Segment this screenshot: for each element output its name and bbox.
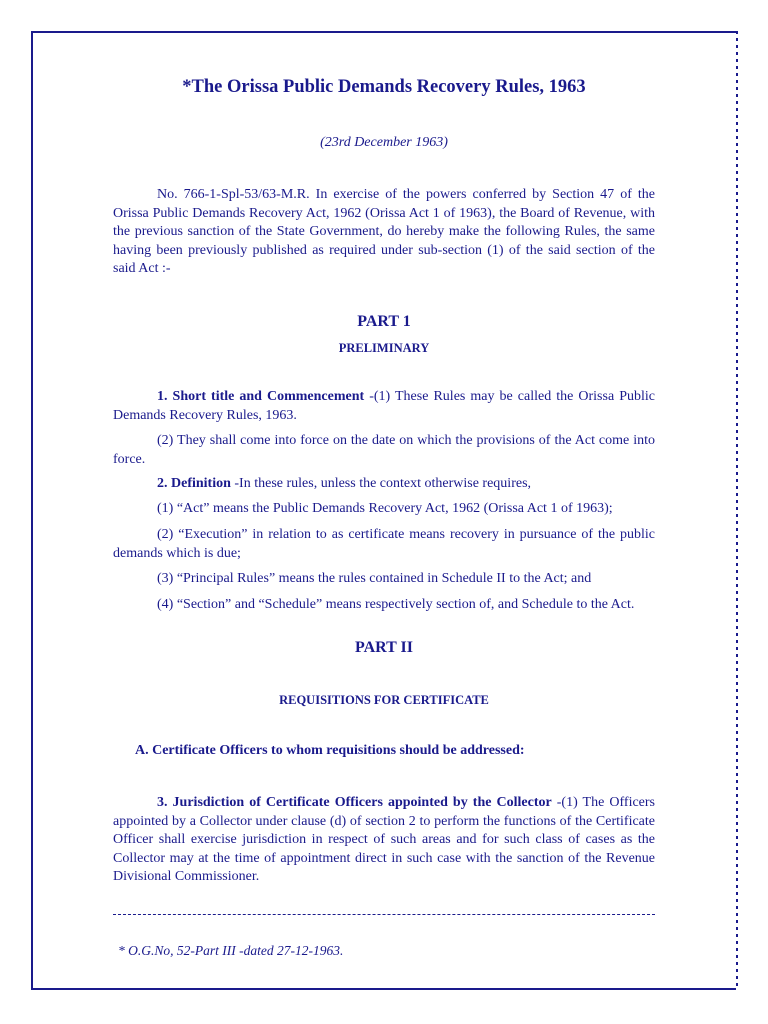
part1-title: PART 1 <box>357 313 411 330</box>
definition-2: (2) “Execution” in relation to as certificate means recovery in pursuance of the public demands which is due; <box>113 527 655 561</box>
rule1-paragraph <box>113 388 655 425</box>
page-right-edge <box>736 31 738 990</box>
rule1-heading: 1. Short title and Commencement <box>157 389 365 404</box>
rule1-text: -(1) These Rules may be called the Orissa Public Demands Recovery Rules, 1963. <box>113 389 655 423</box>
rule3-heading: 3. Jurisdiction of Certificate Officers appointed by the Collector <box>157 795 552 810</box>
document-title: *The Orissa Public Demands Recovery Rules, 1963 <box>182 77 586 97</box>
preamble-paragraph: No. 766-1-Spl-53/63-M.R. In exercise of the powers conferred by Section 47 of the Orissa Public Demands Recovery Act, 1962 (Orissa Act 1 of 1963), the Board of Revenue, with the previous sanction of the State Government, do hereby make the following Rules, the same having been previously published as required under sub-section (1) of the said section of the said Act :- <box>113 187 655 276</box>
definition-3: (3) “Principal Rules” means the rules contained in Schedule II to the Act; and <box>157 571 592 586</box>
rule1-clause2: (2) They shall come into force on the date on which the provisions of the Act come into force. <box>113 433 655 467</box>
definition-4: (4) “Section” and “Schedule” means respectively section of, and Schedule to the Act. <box>157 597 635 612</box>
part2-subtitle: REQUISITIONS FOR CERTIFICATE <box>279 693 489 707</box>
rule3-text: -(1) The Officers appointed by a Collector under clause (d) of section 2 to perform the functions of the Certificate Officer shall exercise jurisdiction in respect of such areas and for such class of cases as the Collector may at the time of appointment direct in such case with the sanction of the Revenue Divisional Commissioner. <box>113 795 655 884</box>
rule2-paragraph <box>113 475 655 494</box>
rule3-paragraph <box>113 794 655 887</box>
footnote: * O.G.No, 52-Part III -dated 27-12-1963. <box>118 943 344 958</box>
document-date: (23rd December 1963) <box>320 135 448 150</box>
part2-title: PART II <box>355 639 413 656</box>
footnote-separator <box>113 914 655 915</box>
rule2-text: -In these rules, unless the context otherwise requires, <box>230 476 532 491</box>
rule2-heading: 2. Definition <box>157 476 231 491</box>
section-a-heading: A. Certificate Officers to whom requisitions should be addressed: <box>135 743 525 758</box>
part1-subtitle: PRELIMINARY <box>338 341 430 355</box>
definition-1: (1) “Act” means the Public Demands Recovery Act, 1962 (Orissa Act 1 of 1963); <box>157 501 613 516</box>
